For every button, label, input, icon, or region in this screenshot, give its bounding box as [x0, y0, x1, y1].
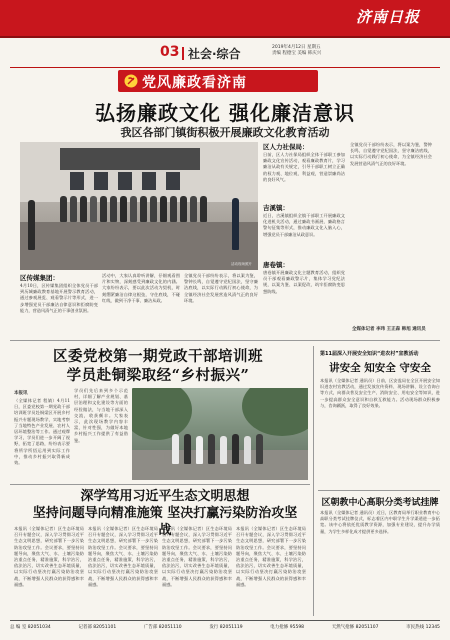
lead-right-section1-label: 区人力社保局：: [263, 143, 309, 151]
photo-window: [70, 172, 84, 190]
photo-person: [208, 434, 215, 464]
photo-person: [160, 196, 167, 222]
section-header: [10, 44, 440, 64]
photo-window: [94, 172, 108, 190]
article3-text-col3: 本报讯（全媒体记者）区生态环境局召开专题会议，深入学习贯彻习近平生态文明思想，研究部署下一步污染防治攻坚工作。会议要求，要坚持问题导向，聚焦大气、水、土壤污染防治重点任务，精准施策，科学治污，依法治污，切实改善生态环境质量，以实际行动坚决打赢污染防治攻坚战，不断增强人民群众的获得感和幸福感。: [162, 526, 232, 587]
article2-photo: [132, 388, 308, 480]
footer-row: [10, 624, 440, 630]
lead-right-text2: 近日，吉溪镇组织全镇干部职工开展廉政文化进机关活动，通过廉政书画展、廉政格言警句征集等形式，推动廉政文化入脑入心，增强党员干部廉洁从政意识。: [263, 213, 345, 237]
article2-bottom-rule: [10, 484, 310, 485]
lead-right-text1: 日前，区人力社保局组织全体干部职工参加廉政文化宣传活动，观看廉政教育片，学习廉洁从政有关规定，引导干部职工树立正确的权力观、地位观、利益观，营造崇廉尚洁的良好风气。: [263, 152, 345, 182]
right-article1-kicker: 第11届深入开展安全知识“进农村”宣教活动: [320, 351, 419, 357]
lead-credit: 全媒体记者 李玮 王正森 韩旭 通讯员: [352, 327, 426, 332]
section-name: 社会·综合: [188, 47, 241, 61]
lead-photo: [20, 142, 258, 270]
photo-person: [110, 196, 117, 222]
footer-item: 总 编 室 82051034: [10, 625, 51, 630]
article3-text-col1: 本报讯（全媒体记者）区生态环境局召开专题会议，深入学习贯彻习近平生态文明思想，研究部署下一步污染防治攻坚工作。会议要求，要坚持问题导向，聚焦大气、水、土壤污染防治重点任务，精准施策，科学治污，依法治污，切实改善生态环境质量，以实际行动坚决打赢污染防治攻坚战，不断增强人民群众的获得感和幸福感。: [14, 526, 84, 587]
lead-far-right-text: 全镇党员干部纷纷表示，将以案为鉴，警钟长鸣，自觉遵守党纪国法，坚守廉洁底线，以实际行动践行初心使命，为全镇经济社会发展营造风清气正的良好环境。: [350, 142, 432, 166]
photo-person: [90, 196, 97, 222]
right-article2-headline: 区朝教中心高职分类考试挂牌: [321, 498, 439, 508]
lead-bottom-text-continued: 全镇党员干部纷纷表示，将以案为鉴，警钟长鸣，自觉遵守党纪国法，坚守廉洁底线，以实际行动践行初心使命，为全镇经济社会发展营造风清气正的良好环境。: [184, 273, 258, 303]
lead-right-text3: 唐卷镇开展廉政文化主题教育活动，组织党员干部观看廉政警示片，集体学习党纪法规，以案为鉴、以案促改，筑牢拒腐防变思想防线。: [263, 270, 345, 294]
photo-person: [150, 196, 157, 222]
photo-person: [232, 434, 239, 464]
footer-item: 天然气抢修 82051107: [331, 625, 379, 630]
article2-lead-label: 本报讯: [14, 391, 28, 396]
footer-item: 电力抢修 95598: [270, 625, 305, 630]
photo-window: [118, 172, 132, 190]
photo-person: [170, 196, 177, 222]
footer-item: 发行 82051119: [209, 625, 243, 630]
photo-person: [120, 196, 127, 222]
photo-person: [256, 434, 263, 464]
right-article-rule: [318, 490, 440, 491]
masthead-title: 济南日报: [355, 8, 420, 26]
masthead: [0, 0, 450, 36]
section-date: [272, 45, 362, 57]
article2-text-left: （全媒体记者 程婧）4月11日，区委党校第一期党政干部培训班学员赴铜梁区开展乡村振兴专题现场教学，实地考察了当地特色产业发展、农村人居环境整治等工作。通过观摩学习，学员们进一步开阔了视野，拓宽了思路，纷纷表示要将所学所悟运用到实际工作中，推动乡村振兴取得新成效。: [14, 398, 70, 466]
right-article1-text: 本报讯（全媒体记者 通讯员）日前，区安监局在全区开展安全知识进农村宣教活动，通过发放宣传资料、现场讲解、设立咨询台等方式，向群众普及安全生产、消防安全、用电安全等知识，进一步提高群众安全意识和自救互救能力。活动现场群众积极参与，咨询踊跃，取得了良好效果。: [320, 378, 440, 408]
lead-photo-caption: 活动现场照片: [231, 262, 252, 266]
photo-person: [140, 196, 147, 222]
footer-item: 记者部 82051101: [78, 625, 117, 630]
section-rule: [10, 67, 440, 68]
photo-person: [60, 196, 67, 222]
column-banner-label: 党风廉政看济南: [142, 75, 247, 91]
party-emblem-icon: [124, 74, 138, 88]
right-column-rule: [313, 346, 314, 616]
article2-text-mid: 学员们先后来到多个示范村，详细了解产业规划、基层治理和文化建设等方面的经验做法，与当地干部深入交流，收获颇丰。大家表示，此次现场教学内容丰富，针对性强，为做好本地乡村振兴工作提供了有益借鉴。: [74, 388, 128, 443]
photo-tree: [132, 388, 192, 440]
photo-person: [184, 434, 191, 464]
article3-text-col2: 本报讯（全媒体记者）区生态环境局召开专题会议，深入学习贯彻习近平生态文明思想，研究部署下一步污染防治攻坚工作。会议要求，要坚持问题导向，聚焦大气、水、土壤污染防治重点任务，精准施策，科学治污，依法治污，切实改善生态环境质量，以实际行动坚决打赢污染防治攻坚战，不断增强人民群众的获得感和幸福感。: [88, 526, 158, 587]
photo-person: [28, 200, 35, 250]
masthead-divider: [0, 36, 450, 38]
lead-bottom-rule: [10, 340, 440, 341]
lead-bottom-text: 活动中，大家认真聆听讲解，仔细观看图片和实物，深刻感受到廉政文化的内涵。大家纷纷表示，要以此次活动为契机，时刻绷紧廉洁自律这根弦，守住底线，不碰红线，做到干净干事、廉洁从政。: [102, 273, 180, 303]
photo-person: [80, 196, 87, 222]
photo-person: [200, 196, 207, 222]
section-divider: [182, 47, 184, 60]
photo-person: [180, 196, 187, 222]
article3-headline-line2: 坚持问题导向精准施策 坚决打赢污染防治攻坚战: [32, 506, 298, 538]
footer-item: 广告部 82051110: [143, 625, 182, 630]
lead-headline: 弘扬廉政文化 强化廉洁意识: [95, 101, 355, 125]
article3-headline-line1: 深学笃用习近平生态文明思想: [80, 489, 250, 504]
lead-right-section2-label: 吉溪镇：: [263, 204, 289, 212]
article2-headline-line2: 学员赴铜梁取经“乡村振兴”: [66, 367, 250, 384]
lead-left-text: 4月10日，区传媒集团组织全体党员干部到历城廉政教育基地开展警示教育活动，通过参观展览、观看警示片等形式，进一步增强党员干部廉洁自律意识和拒腐防变能力，营造风清气正的干事创业氛围。: [20, 283, 98, 313]
footer-item: 市民热线 12345: [406, 625, 440, 630]
lead-right-section3-label: 唐卷镇：: [263, 261, 289, 269]
photo-tree: [242, 388, 308, 436]
photo-person: [232, 198, 239, 250]
photo-person: [70, 196, 77, 222]
section-date-line2: 责编 程德宝 美编 韩庆兴: [272, 51, 322, 56]
photo-ground: [20, 222, 258, 270]
article2-headline: [14, 347, 302, 385]
footer-contacts: [10, 620, 440, 634]
photo-person: [244, 436, 251, 464]
section-number: 03: [160, 44, 180, 60]
article2-headline-line1: 区委党校第一期党政干部培训班: [53, 348, 263, 365]
lead-left-section-label: 区传媒集团：: [20, 274, 59, 282]
photo-roof: [60, 148, 200, 170]
photo-person: [196, 436, 203, 464]
lead-subheadline: 我区各部门镇街积极开展廉政文化教育活动: [120, 126, 330, 139]
photo-window: [142, 172, 156, 190]
photo-person: [190, 196, 197, 222]
photo-window: [166, 172, 180, 190]
photo-person: [100, 196, 107, 222]
column-banner: [118, 70, 318, 92]
right-article2-text: 本报讯（全媒体记者 通讯员）近日，区教育局举行职业教育中心高职分类考试挂牌仪式，标志着区内中职学生升学渠道进一步拓宽。该中心将依托优质教学资源，加强专业建设，提升办学质量，为学生多样化成才提供更多选择。: [320, 510, 440, 534]
article3-text-col4: 本报讯（全媒体记者）区生态环境局召开专题会议，深入学习贯彻习近平生态文明思想，研究部署下一步污染防治攻坚工作。会议要求，要坚持问题导向，聚焦大气、水、土壤污染防治重点任务，精准施策，科学治污，依法治污，切实改善生态环境质量，以实际行动坚决打赢污染防治攻坚战，不断增强人民群众的获得感和幸福感。: [236, 526, 306, 587]
photo-person: [130, 196, 137, 222]
section-date-line1: 2019年4月12日 星期五: [272, 45, 321, 50]
right-article1-headline: 讲安全 知安全 守安全: [329, 362, 431, 374]
photo-person: [172, 434, 179, 464]
photo-person: [220, 436, 227, 464]
